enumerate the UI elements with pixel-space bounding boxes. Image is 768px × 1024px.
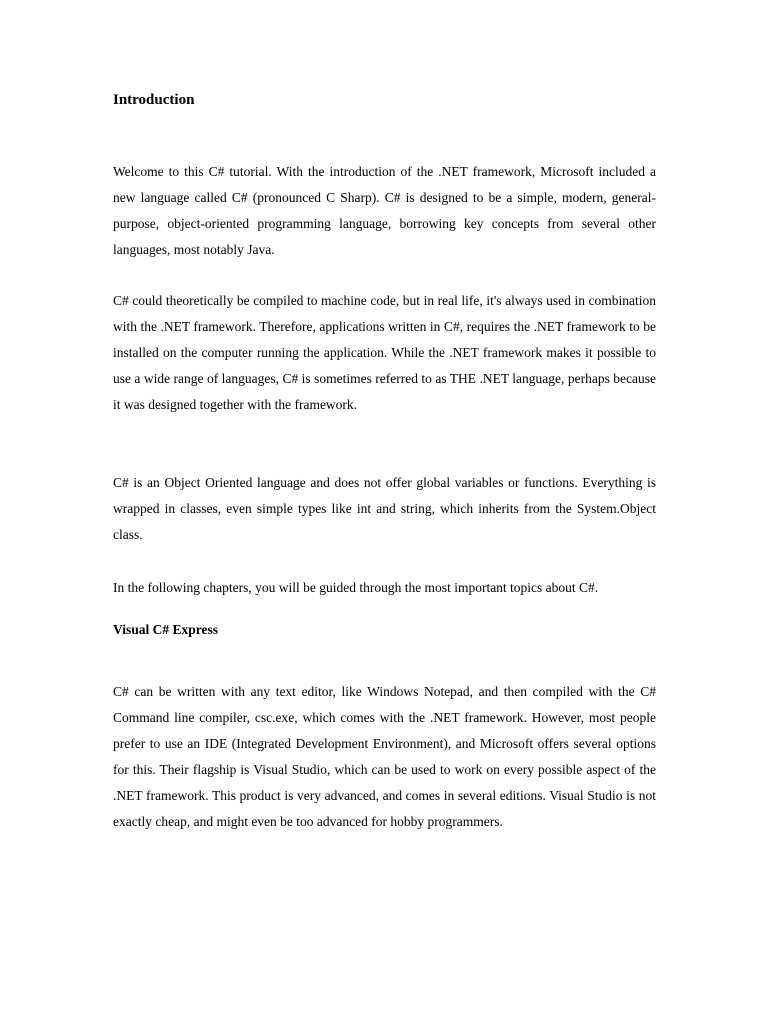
intro-paragraph-1: Welcome to this C# tutorial. With the introduction of the .NET framework, Microsoft included a new language called C# (pronounced C Sharp). C# is designed to be a simple, modern, general-purpose, object-oriented programming language, borrowing key concepts from several other languages, most notably Java. <box>113 164 656 257</box>
intro-paragraph-3: C# is an Object Oriented language and does not offer global variables or functions. Everything is wrapped in classes, even simple types like int and string, which inherits from the System.Object class. <box>113 475 656 542</box>
intro-paragraph-2: C# could theoretically be compiled to machine code, but in real life, it's always used in combination with the .NET framework. Therefore, applications written in C#, requires the .NET framework to be installed on the computer running the application. While the .NET framework makes it possible to use a wide range of languages, C# is sometimes referred to as THE .NET language, perhaps because it was designed together with the framework. <box>113 293 656 412</box>
introduction-heading: Introduction <box>113 92 195 108</box>
express-paragraph-1: C# can be written with any text editor, like Windows Notepad, and then compiled with the C# Command line compiler, csc.exe, which comes with the .NET framework. However, most people prefer to use an IDE (Integrated Development Environment), and Microsoft offers several options for this. Their flagship is Visual Studio, which can be used to work on every possible aspect of the .NET framework. This product is very advanced, and comes in several editions. Visual Studio is not exactly cheap, and might even be too advanced for hobby programmers. <box>113 684 656 829</box>
visual-csharp-express-heading: Visual C# Express <box>113 622 219 637</box>
intro-paragraph-4: In the following chapters, you will be guided through the most important topics about C#. <box>113 580 599 595</box>
